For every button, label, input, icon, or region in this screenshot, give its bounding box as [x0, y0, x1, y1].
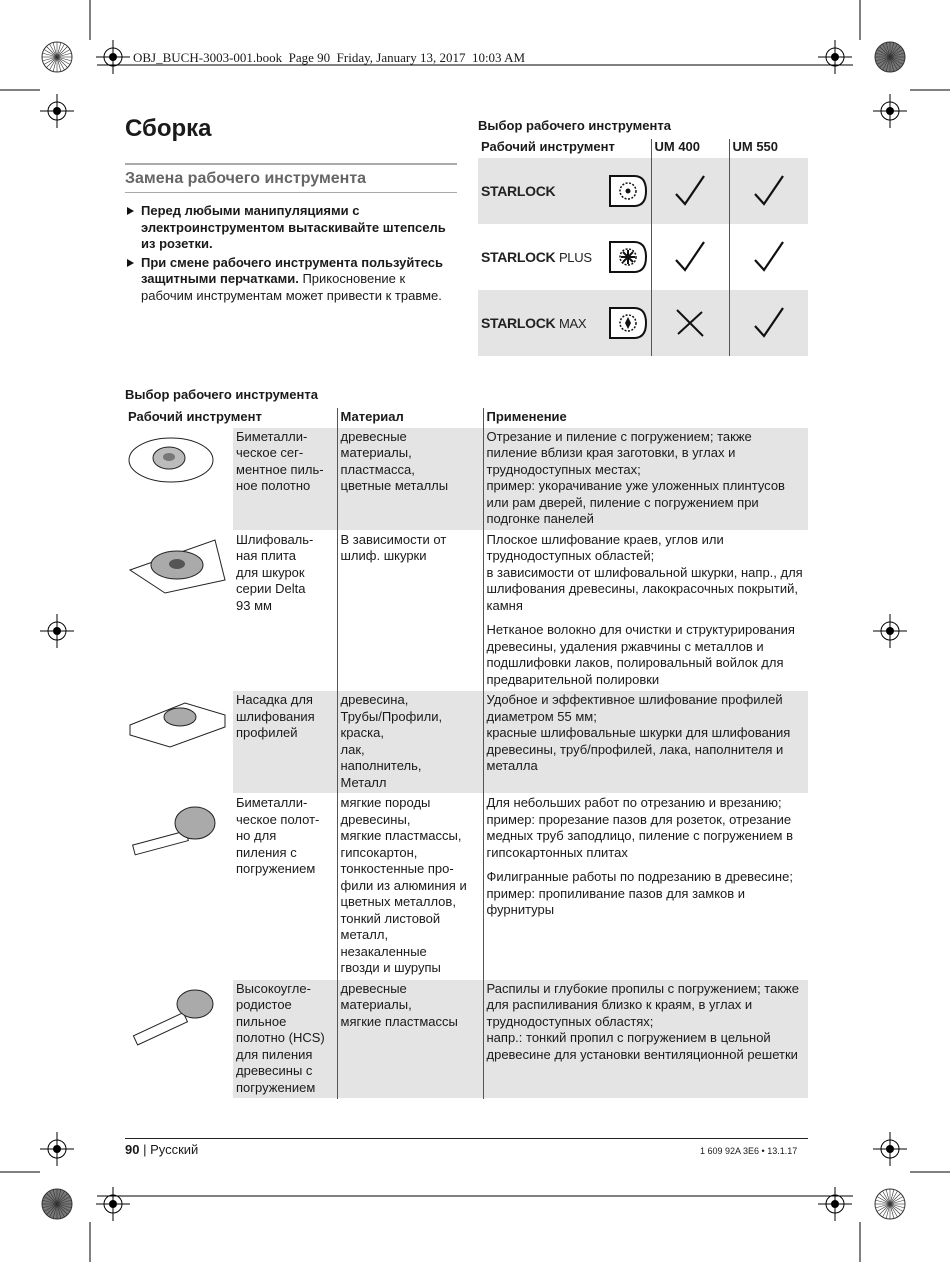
compat-row [478, 290, 808, 356]
col-header: Материал [337, 408, 483, 428]
tool-image [125, 984, 231, 1049]
table-row [125, 979, 808, 1099]
mount-icon [608, 174, 648, 208]
compat-table-title: Выбор рабочего инструмента [478, 118, 671, 133]
um400-cell [651, 158, 729, 224]
um550-cell [729, 224, 808, 290]
divider [125, 163, 457, 165]
check-icon [672, 238, 708, 274]
footer-page: 90 | Русский [125, 1142, 199, 1157]
application [483, 428, 808, 531]
check-icon [751, 304, 787, 340]
compat-row [478, 224, 808, 290]
um400-cell [651, 224, 729, 290]
application-text: Филигранные работы по подрезанию в древесине; пример: пропиливание пазов для замков и фурнитуры [487, 865, 806, 919]
tool-table [125, 408, 808, 1099]
tool-image [125, 432, 231, 497]
tool-name: Биметалли- ческое сег- ментное пиль- ное полотно [233, 428, 337, 531]
page-title: Сборка [125, 115, 212, 142]
col-header: Применение [483, 408, 808, 428]
application-text: Отрезание и пиление с погружением; также пиление вблизи края заготовки, в углах и труднодоступных местах; пример: укорачивание уже уложенных плинтусов или рам дверей, пиление с погружением при подгонке панелей [486, 428, 785, 526]
application-text: Распилы и глубокие пропилы с погружением; также для распиливания близко к краям, в углах и труднодоступных областях; напр.: тонкий пропил с погружением в цельной древесине для установки вентиляционной решетки [486, 980, 799, 1062]
tool-name: Высокоугле- родистое пильное полотно (HCS) для пиления древесины с погружением [233, 979, 337, 1099]
application-text: Удобное и эффективное шлифование профилей диаметром 55 мм; красные шлифовальные шкурки для шлифования древесины, труб/профилей, лака, наполнителя и металла [486, 692, 791, 773]
section-title: Замена рабочего инструмента [125, 170, 367, 187]
application [483, 691, 808, 794]
compat-row [478, 158, 808, 224]
um550-cell [729, 290, 808, 356]
material: В зависимости от шлиф. шкурки [337, 530, 483, 691]
check-icon [751, 238, 787, 274]
table-row [125, 428, 808, 531]
mount-icon [608, 240, 648, 274]
check-icon [672, 172, 708, 208]
brand-logo: STARLOCK MAX [481, 315, 587, 331]
footer-code: 1 609 92A 3E6 • 13.1.17 [700, 1146, 798, 1156]
tool-image [125, 798, 231, 863]
tool-name: Биметалли- ческое полот- но для пиления с погружением [236, 795, 320, 876]
application-text: Для небольших работ по отрезанию и врезанию; пример: прорезание пазов для розеток, отрезание медных труб заподлицо, пиление с погружением в гипсокартонных плитах [486, 795, 794, 860]
col-header: UM 400 [651, 139, 729, 158]
um550-cell [729, 158, 808, 224]
tool-image [125, 535, 231, 600]
tool-image [125, 695, 231, 760]
um400-cell [651, 290, 729, 356]
material: мягкие породы древесины, мягкие пластмассы, гипсокартон, тонкостенные про- фили из алюминия и цветных металлов, тонкий листовой металл, незакаленные гвозди и шурупы [337, 794, 483, 980]
col-header: UM 550 [729, 139, 808, 158]
table-row [125, 794, 808, 980]
divider [125, 192, 457, 193]
footer-rule [125, 1138, 808, 1139]
print-header: OBJ_BUCH-3003-001.book Page 90 Friday, January 13, 2017 10:03 AM [133, 50, 526, 65]
tool-name: Шлифоваль- ная плита для шкурок серии Delta 93 мм [236, 531, 314, 613]
tool-name: Насадка для шлифования профилей [233, 691, 337, 794]
material: древесина, Трубы/Профили, краска, лак, наполнитель, Металл [337, 691, 483, 794]
brand-logo: STARLOCK [481, 183, 556, 199]
tool-table-title: Выбор рабочего инструмента [125, 387, 318, 402]
application-text: Плоское шлифование краев, углов или труднодоступных областей; в зависимости от шлифовальной шкурки, напр., для шлифования древесины, лакокрасочных покрытий, камня [486, 531, 803, 613]
application [483, 530, 808, 691]
material: древесные материалы, пластмасса, цветные металлы [337, 428, 483, 531]
application [483, 794, 808, 980]
warning-item: Перед любыми манипуляциями с электроинструментом вытаскивайте штепсель из розетки. [125, 203, 460, 253]
application-text: Нетканое волокно для очистки и структурирования древесины, удаления ржавчины с металлов и подшлифовки лаков, полировальный войлок для предварительной полировки [487, 618, 806, 688]
col-header: Рабочий инструмент [128, 409, 262, 424]
mount-icon [608, 306, 648, 340]
brand-logo: STARLOCK PLUS [481, 249, 592, 265]
application [483, 979, 808, 1099]
table-row [125, 530, 808, 691]
col-header: Рабочий инструмент [481, 139, 615, 154]
compat-table [478, 139, 808, 356]
warning-item: При смене рабочего инструмента пользуйтесь защитными перчатками. Прикосновение к рабочим инструментам может привести к травме. [125, 255, 460, 305]
check-icon [751, 172, 787, 208]
table-row [125, 691, 808, 794]
cross-icon [672, 304, 708, 340]
warning-list [125, 203, 460, 306]
material: древесные материалы, мягкие пластмассы [337, 979, 483, 1099]
